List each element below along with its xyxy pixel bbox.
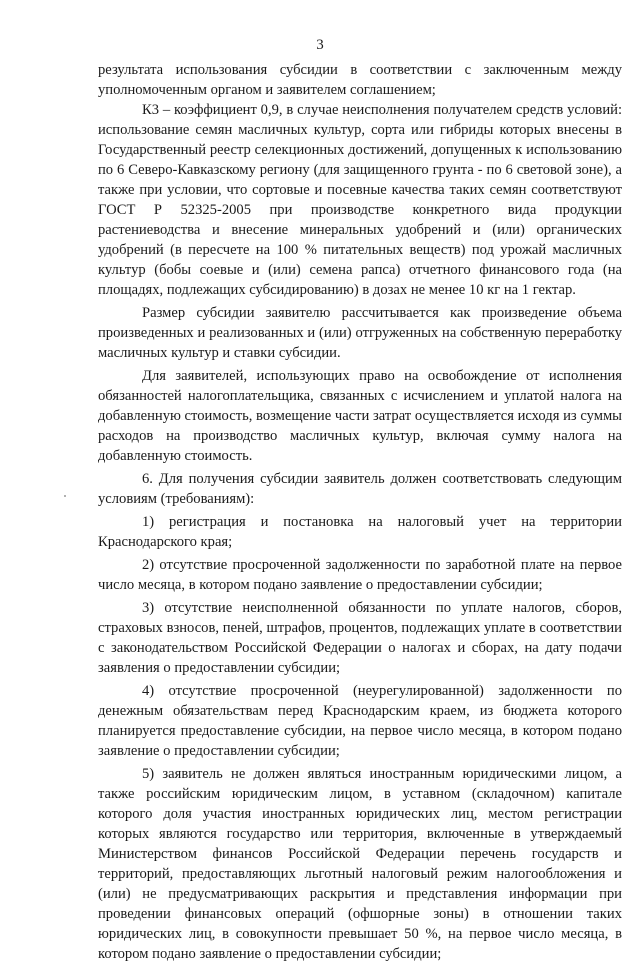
list-item-1: 1) регистрация и постановка на налоговый учет на территории Краснодарского края; [98,514,622,550]
paragraph-subsidy-size: Размер субсидии заявителю рассчитывается как произведение объема произведенных и реализованных и (или) отгруженных на собственную переработку масличных культур и ставки субсидии. [98,305,622,361]
paragraph-section-6: 6. Для получения субсидии заявитель должен соответствовать следующим условиям (требованиям): [98,471,622,507]
list-item-5: 5) заявитель не должен являться иностранным юридическими лицом, а также российским юридическим лицом, в уставном (складочном) капитале которого доля участия иностранных юридических лиц, местом регистрации которых являются государство или территория, включенные в утверждаемый Министерством финансов Российской Федерации перечень государств и территорий, предоставляющих льготный налоговый режим налогообложения и (или) не предусматривающих раскрытия и представления информации при проведении финансовых операций (офшорные зоны) в отношении таких юридических лиц, в совокупности превышает 50 %, на первое число месяца, в котором подано заявление о предоставлении субсидии; [98,766,622,962]
margin-speck [64,495,66,497]
paragraph-continuation: результата использования субсидии в соответствии с заключенным между уполномоченным органом и заявителем соглашением; [98,62,622,98]
page-number: 3 [316,37,324,53]
list-item-4: 4) отсутствие просроченной (неурегулированной) задолженности по денежным обязательствам перед Краснодарским краем, из бюджета которого планируется предоставление субсидии, на первое число месяца, в котором подано заявление о предоставлении субсидии; [98,683,622,759]
paragraph-vat-exemption: Для заявителей, использующих право на освобождение от исполнения обязанностей налогоплательщика, связанных с исчислением и уплатой налога на добавленную стоимость, возмещение части затрат осуществляется исходя из суммы расходов на производство масличных культур, включая сумму налога на добавленную стоимость. [98,368,622,464]
list-item-3: 3) отсутствие неисполненной обязанности по уплате налогов, сборов, страховых взносов, пеней, штрафов, процентов, подлежащих уплате в соответствии с законодательством Российской Федерации о налогах и сборах, на дату подачи заявления о предоставлении субсидии; [98,600,622,676]
paragraph-k3-coefficient: К3 – коэффициент 0,9, в случае неисполнения получателем средств условий: использование семян масличных культур, сорта или гибриды которых внесены в Государственный реестр селекционных достижений, допущенных к использованию по 6 Северо-Кавказскому региону (для защищенного грунта - по 6 световой зоне), а также при условии, что сортовые и посевные качества таких семян соответствуют ГОСТ Р 52325-2005 при производстве конкретного вида продукции растениеводства и внесение минеральных удобрений и (или) органических удобрений (в пересчете на 100 % питательных веществ) под урожай масличных культур (бобы соевые и (или) семена рапса) отчетного финансового года (на площадях, подлежащих субсидированию) в дозах не менее 10 кг на 1 гектар. [98,102,622,298]
document-body [98,60,622,964]
list-item-2: 2) отсутствие просроченной задолженности по заработной плате на первое число месяца, в котором подано заявление о предоставлении субсидии; [98,557,622,593]
